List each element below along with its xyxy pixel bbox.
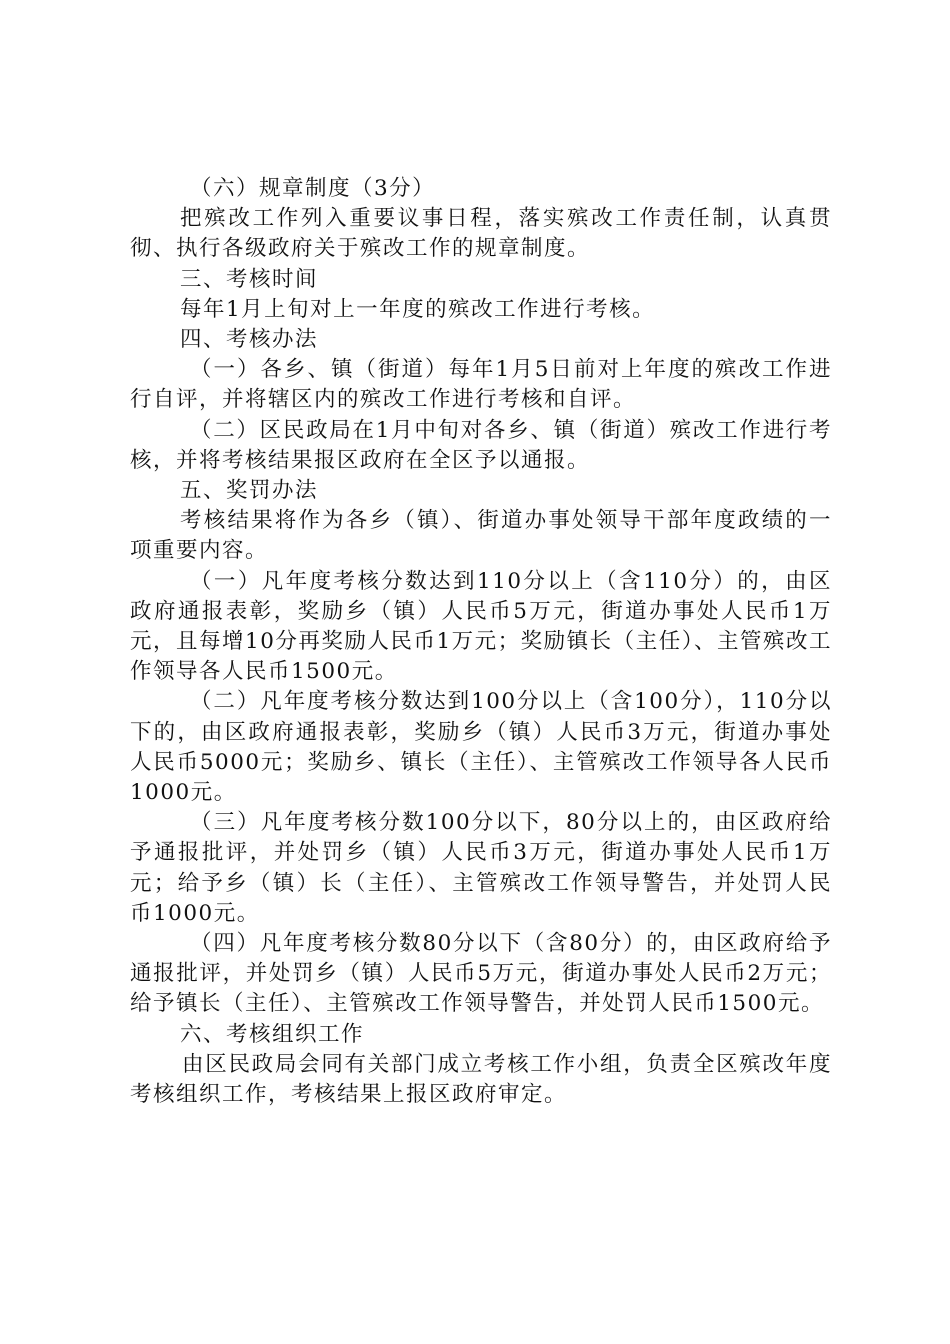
paragraph-penalty-4: （四）凡年度考核分数80分以下（含80分）的，由区政府给予通报批评，并处罚乡（镇）人民币5万元，街道办事处人民币2万元；给予镇长（主任）、主管殡改工作领导警告，并处罚人民币1500元。: [130, 931, 832, 1017]
paragraph-method-2: （二）区民政局在1月中旬对各乡、镇（街道）殡改工作进行考核，并将考核结果报区政府在全区予以通报。: [130, 417, 832, 473]
paragraph-penalty-3: （三）凡年度考核分数100分以下，80分以上的，由区政府给予通报批评，并处罚乡（镇）人民币3万元，街道办事处人民币1万元；给予乡（镇）长（主任）、主管殡改工作领导警告，并处罚人民币1000元。: [130, 810, 832, 926]
paragraph-rewards-intro: 考核结果将作为各乡（镇）、街道办事处领导干部年度政绩的一项重要内容。: [130, 508, 832, 564]
subsection-heading-regulations: （六）规章制度（3分）: [190, 176, 436, 201]
paragraph-organization: 由区民政局会同有关部门成立考核工作小组，负责全区殡改年度考核组织工作，考核结果上报区政府审定。: [130, 1051, 832, 1108]
paragraph-regulations: 把殡改工作列入重要议事日程，落实殡改工作责任制，认真贯彻、执行各级政府关于殡改工作的规章制度。: [130, 206, 832, 262]
paragraph-reward-2: （二）凡年度考核分数达到100分以上（含100分），110分以下的，由区政府通报表彰，奖励乡（镇）人民币3万元，街道办事处人民币5000元；奖励乡、镇长（主任）、主管殡改工作领导各人民币1000元。: [130, 689, 832, 806]
document-body: [130, 174, 832, 1110]
paragraph-assessment-time: 每年1月上旬对上一年度的殡改工作进行考核。: [180, 296, 656, 322]
section-heading-rewards-penalties: 五、奖罚办法: [180, 478, 319, 504]
paragraph-reward-1: （一）凡年度考核分数达到110分以上（含110分）的，由区政府通报表彰，奖励乡（镇）人民币5万元，街道办事处人民币1万元，且每增10分再奖励人民币1万元；奖励镇长（主任）、主管殡改工作领导各人民币1500元。: [130, 568, 832, 685]
section-heading-organization: 六、考核组织工作: [180, 1021, 365, 1047]
section-heading-assessment-time: 三、考核时间: [180, 266, 319, 292]
paragraph-method-1: （一）各乡、镇（街道）每年1月5日前对上年度的殡改工作进行自评，并将辖区内的殡改工作进行考核和自评。: [130, 357, 832, 413]
section-heading-assessment-method: 四、考核办法: [180, 327, 319, 353]
